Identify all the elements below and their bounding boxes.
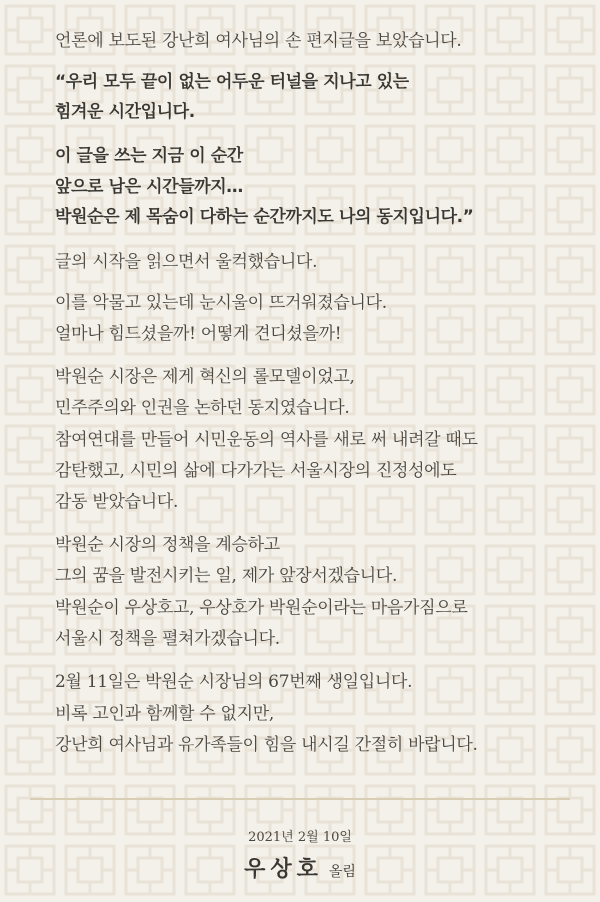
paragraph-line: 박원순 시장의 정책을 계승하고 — [55, 535, 280, 555]
paragraph-line: 서울시 정책을 펼쳐가겠습니다. — [55, 629, 280, 649]
quote-line: “우리 모두 끝이 없는 어두운 터널을 지나고 있는 — [55, 72, 409, 92]
quote-line: 이 글을 쓰는 지금 이 순간 — [55, 146, 243, 166]
paragraph-line: 비록 고인과 함께할 수 없지만, — [55, 704, 274, 724]
quote-line: 박원순은 제 목숨이 다하는 순간까지도 나의 동지입니다.” — [55, 207, 474, 227]
paragraph-line: 이를 악물고 있는데 눈시울이 뜨거워졌습니다. — [55, 293, 387, 313]
signature-suffix: 올림 — [328, 864, 356, 880]
paragraph-line: 박원순 시장은 제게 혁신의 롤모델이었고, — [55, 367, 355, 387]
signature-name: 우상호 — [244, 856, 323, 882]
paragraph-line: 감동 받았습니다. — [55, 492, 179, 512]
intro-line: 언론에 보도된 강난희 여사님의 손 편지글을 보았습니다. — [55, 31, 462, 51]
paragraph-line: 얼마나 힘드셨을까! 어떻게 견디셨을까! — [55, 324, 342, 344]
paragraph-line: 감탄했고, 시민의 삶에 다가가는 서울시장의 진정성에도 — [55, 461, 457, 481]
paragraph-line: 강난희 여사님과 유가족들이 힘을 내시길 간절히 바랍니다. — [55, 735, 478, 755]
quote-line: 앞으로 남은 시간들까지… — [55, 177, 243, 197]
signature — [0, 852, 600, 883]
paragraph-line: 참여연대를 만들어 시민운동의 역사를 새로 써 내려갈 때도 — [55, 430, 478, 450]
divider — [30, 798, 570, 800]
paragraph-line: 그의 꿈을 발전시키는 일, 제가 앞장서겠습니다. — [55, 566, 398, 586]
paragraph-line: 민주주의와 인권을 논하던 동지였습니다. — [55, 398, 350, 418]
letter-date: 2021년 2월 10일 — [248, 830, 352, 845]
quote-line: 힘겨운 시간입니다. — [55, 102, 195, 122]
paragraph-line: 글의 시작을 읽으면서 울컥했습니다. — [55, 252, 318, 272]
paragraph-line: 박원순이 우상호고, 우상호가 박원순이라는 마음가짐으로 — [55, 598, 468, 618]
paragraph-line: 2월 11일은 박원순 시장님의 67번째 생일입니다. — [55, 672, 413, 692]
